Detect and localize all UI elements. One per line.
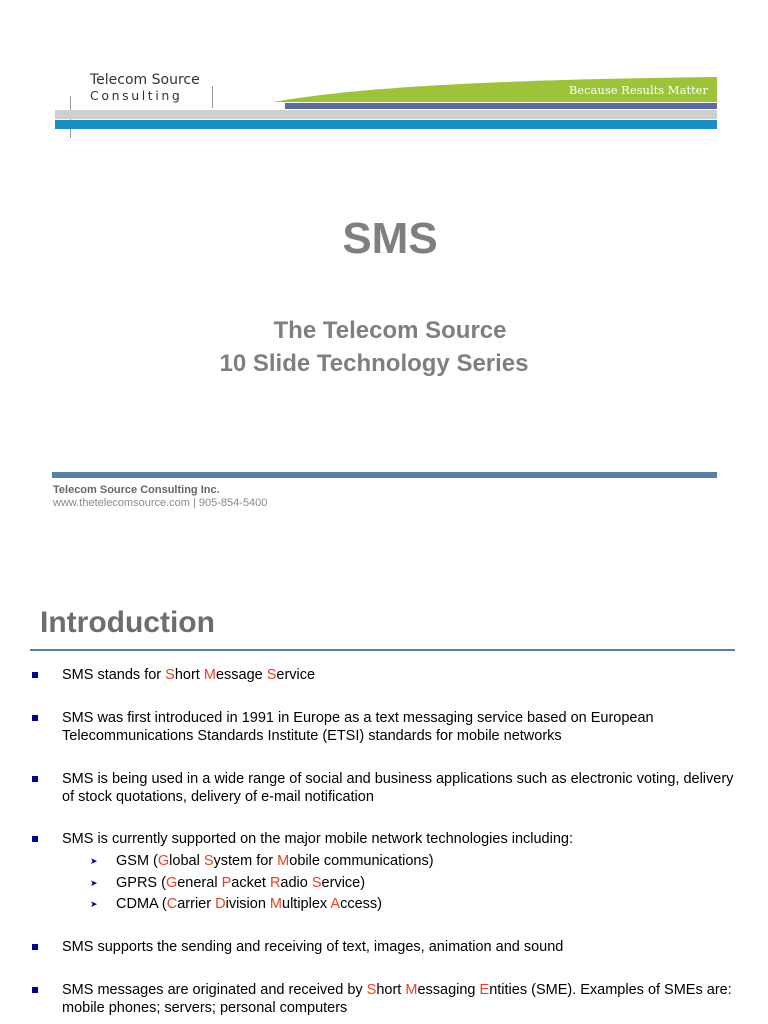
slide-subtitle-line1: The Telecom Source — [273, 317, 507, 344]
sub-bullet-arrow-icon: ➤ — [90, 878, 98, 888]
tagline: Because Results Matter — [568, 83, 708, 97]
brand-subname: Consulting — [90, 88, 183, 103]
footer-company: Telecom Source Consulting Inc. — [53, 484, 220, 496]
bullet-item-3: SMS is being used in a wide range of social and business applications such as electronic voting, delivery of stock quotations, delivery of e-mail notification — [62, 771, 734, 805]
slide-title: SMS — [342, 214, 438, 263]
brand-name: Telecom Source — [90, 72, 200, 88]
bullet-item-6: SMS messages are originated and received by Short Messaging Entities (SME). Examples of SMEs are: mobile phones; servers; personal computers — [62, 982, 732, 1016]
banner-grey-stripe — [55, 110, 717, 119]
sub-bullet-arrow-icon: ➤ — [90, 899, 98, 909]
sub-bullet-arrow-icon: ➤ — [90, 856, 98, 866]
sub-item-gsm: GSM (Global System for Mobile communications) — [116, 853, 434, 869]
banner-blue-stripe — [55, 120, 717, 129]
bullet-item-5: SMS supports the sending and receiving of text, images, animation and sound — [62, 939, 564, 955]
bullet-item-4: SMS is currently supported on the major mobile network technologies including: — [62, 831, 573, 847]
bullet-square-icon — [32, 672, 38, 678]
sub-item-cdma: CDMA (Carrier Division Multiplex Access) — [116, 896, 382, 912]
slide-subtitle-line2: 10 Slide Technology Series — [219, 350, 529, 377]
bullet-square-icon — [32, 715, 38, 721]
banner-navy-stripe — [285, 103, 717, 109]
bullet-square-icon — [32, 776, 38, 782]
footer-divider — [52, 472, 717, 478]
section-title: Introduction — [40, 606, 215, 639]
bullet-item-2: SMS was first introduced in 1991 in Europe as a text messaging service based on European Telecommunications Standards Institute (ETSI) standards for mobile networks — [62, 710, 654, 744]
bullet-square-icon — [32, 944, 38, 950]
bullet-square-icon — [32, 987, 38, 993]
sub-item-gprs: GPRS (General Packet Radio Service) — [116, 875, 366, 891]
bullet-square-icon — [32, 836, 38, 842]
bullet-item-1: SMS stands for Short Message Service — [62, 667, 316, 683]
footer-contact: www.thetelecomsource.com | 905-854-5400 — [53, 497, 268, 509]
section-rule — [30, 649, 735, 651]
